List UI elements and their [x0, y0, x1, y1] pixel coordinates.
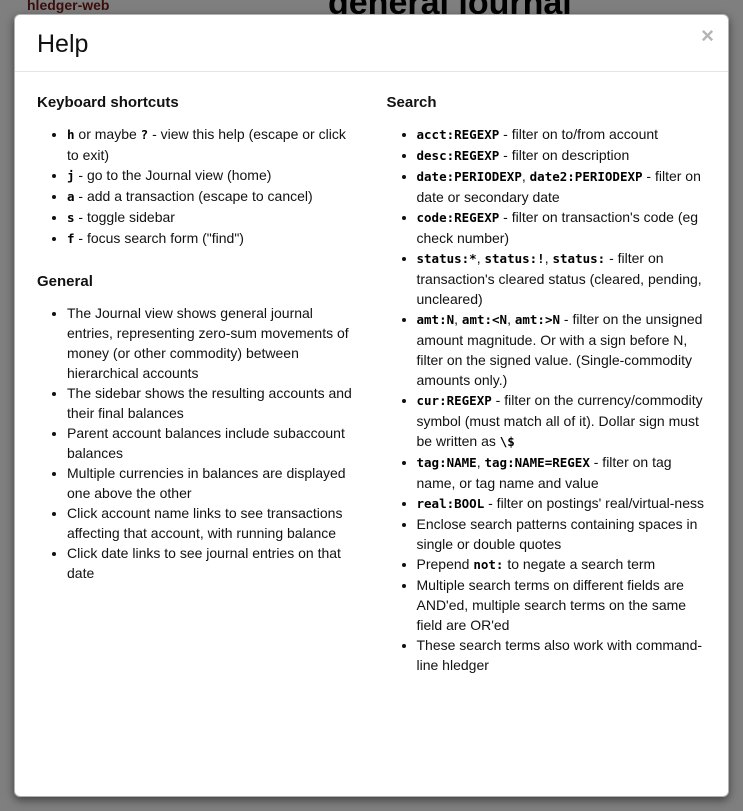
list-item: • The Journal view shows general journal entries, representing zero-sum movements of money (or other commodity) between hierarchical accounts — [67, 303, 359, 383]
list-item: • s - toggle sidebar — [67, 207, 359, 228]
section-heading: General — [37, 273, 93, 290]
list-item: • f - focus search form ("find") — [67, 228, 359, 249]
code-term: code:REGEXP — [416, 210, 500, 225]
list-item: • Multiple search terms on different fields are AND'ed, multiple search terms on the same field are OR'ed — [417, 575, 709, 635]
list-item: • j - go to the Journal view (home) — [67, 165, 359, 186]
list-item: • The sidebar shows the resulting accounts and their final balances — [67, 383, 359, 423]
list-item: • amt:N, amt:<N, amt:>N - filter on the unsigned amount magnitude. Or with a sign before N, filter on the signed value. (Single-commodity amounts only.) — [417, 309, 709, 390]
close-icon[interactable]: × — [701, 23, 714, 48]
help-left-column — [37, 86, 359, 786]
help-right-column — [387, 86, 709, 786]
list-item: • These search terms also work with command-line hledger — [417, 635, 709, 675]
code-term: not: — [473, 557, 504, 572]
code-term: amt:N — [416, 312, 455, 327]
help-modal — [14, 14, 729, 797]
code-term: h — [67, 127, 75, 142]
list-item: • h or maybe ? - view this help (escape or click to exit) — [67, 124, 359, 165]
code-term: f — [67, 231, 75, 246]
code-term: status:* — [416, 251, 477, 266]
code-term: status:! — [484, 251, 545, 266]
code-term: date:PERIODEXP — [416, 169, 522, 184]
modal-header — [15, 15, 728, 72]
list-item: • a - add a transaction (escape to cancel) — [67, 186, 359, 207]
code-term: ? — [140, 127, 149, 142]
code-term: j — [67, 168, 75, 183]
section-heading: Keyboard shortcuts — [37, 94, 179, 111]
help-list — [37, 303, 359, 583]
code-term: tag:NAME — [416, 455, 477, 470]
list-item: • date:PERIODEXP, date2:PERIODEXP - filter on date or secondary date — [417, 166, 709, 207]
help-list — [37, 124, 359, 249]
section-heading: Search — [386, 94, 437, 111]
list-item: • tag:NAME, tag:NAME=REGEX - filter on tag name, or tag name and value — [417, 452, 709, 493]
modal-body — [15, 72, 728, 796]
code-term: tag:NAME=REGEX — [484, 455, 590, 470]
help-list — [387, 124, 709, 675]
list-item: • cur:REGEXP - filter on the currency/commodity symbol (must match all of it). Dollar sign must be written as \$ — [417, 390, 709, 452]
modal-title: Help — [37, 30, 89, 58]
list-item: • code:REGEXP - filter on transaction's code (eg check number) — [417, 207, 709, 248]
code-term: cur:REGEXP — [416, 393, 492, 408]
code-term: real:BOOL — [416, 496, 485, 511]
code-term: desc:REGEXP — [416, 148, 500, 163]
list-item: • real:BOOL - filter on postings' real/virtual-ness — [417, 493, 709, 514]
code-term: acct:REGEXP — [416, 127, 500, 142]
code-term: date2:PERIODEXP — [529, 169, 643, 184]
code-term: amt:<N — [461, 312, 508, 327]
list-item: • Click account name links to see transactions affecting that account, with running balance — [67, 503, 359, 543]
list-item: • Multiple currencies in balances are displayed one above the other — [67, 463, 359, 503]
list-item: • Parent account balances include subaccount balances — [67, 423, 359, 463]
list-item: • desc:REGEXP - filter on description — [417, 145, 709, 166]
code-term: s — [67, 210, 75, 225]
code-term: \$ — [499, 434, 515, 449]
list-item: • status:*, status:!, status: - filter on transaction's cleared status (cleared, pending, uncleared) — [417, 248, 709, 309]
list-item: • Enclose search patterns containing spaces in single or double quotes — [417, 514, 709, 554]
code-term: a — [67, 189, 75, 204]
list-item: • Click date links to see journal entries on that date — [67, 543, 359, 583]
list-item: • Prepend not: to negate a search term — [417, 554, 709, 575]
list-item: • acct:REGEXP - filter on to/from account — [417, 124, 709, 145]
code-term: status: — [552, 251, 606, 266]
code-term: amt:>N — [514, 312, 561, 327]
